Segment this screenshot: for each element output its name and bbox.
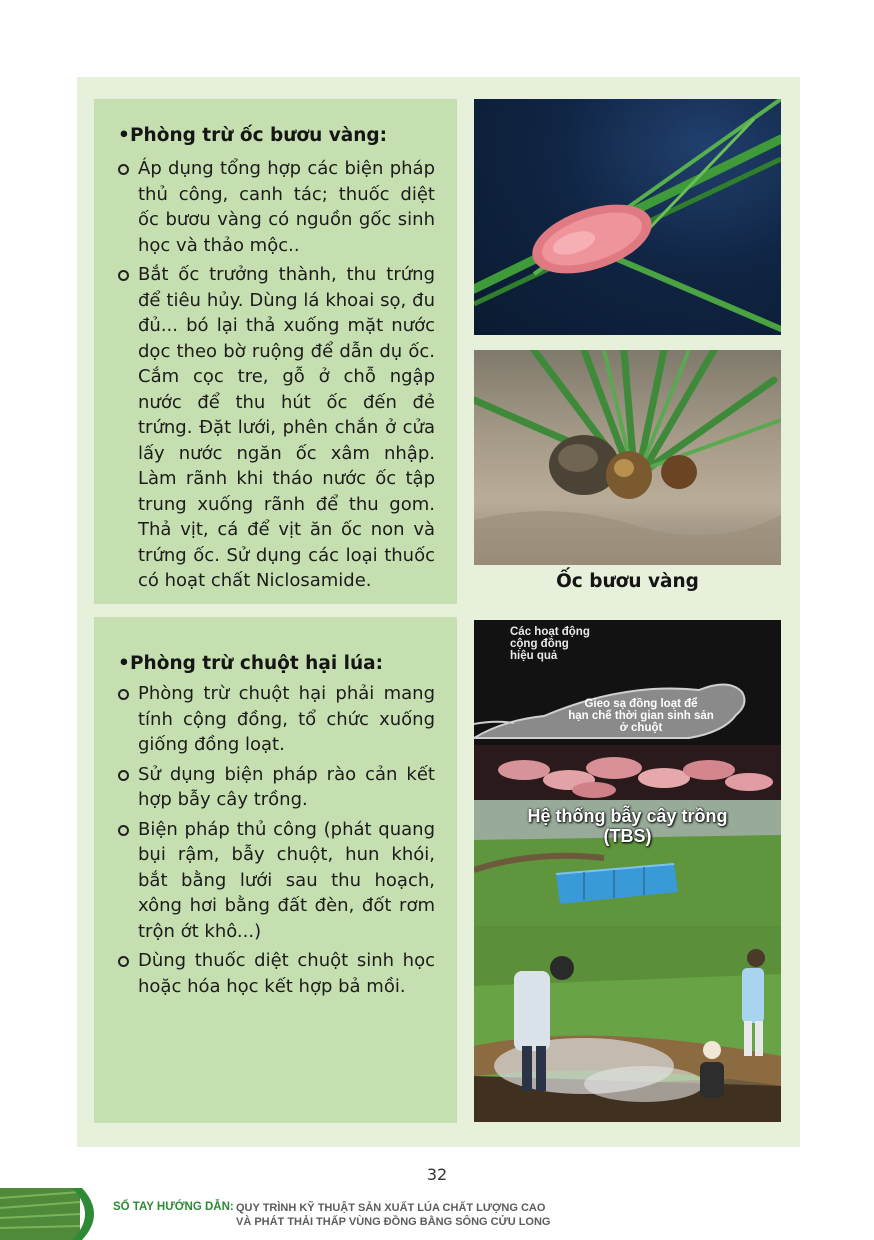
bullet-ring-icon	[118, 164, 129, 175]
rat-photo-label-line: ở chuột	[619, 722, 663, 734]
rat-control-box	[94, 617, 457, 1123]
bullet-ring-icon	[118, 956, 129, 967]
rat-photo-title-line: cộng đồng	[510, 638, 569, 650]
rat-photo-label	[536, 698, 746, 734]
rat-photo-title-line: Các hoạt động	[510, 626, 590, 638]
bullet-ring-icon	[118, 689, 129, 700]
bullet-ring-icon	[118, 825, 129, 836]
bullet-ring-icon	[118, 270, 129, 281]
rat-photo-title	[510, 626, 590, 662]
list-item-text: Phòng trừ chuột hại phải mang tính cộng đồng, tổ chức xuống giống đồng loạt.	[138, 683, 435, 755]
list-item	[118, 762, 435, 813]
list-item	[118, 681, 435, 758]
list-item-text: Bắt ốc trưởng thành, thu trứng để tiêu hủy. Dùng lá khoai sọ, đu đủ... bó lại thả xuống mặt nước dọc theo bờ ruộng để dẫn dụ ốc. Cắm cọc tre, gỗ ở chỗ ngập nước để thu hút ốc đến đẻ trứng. Đặt lưới, phên chắn ở cửa lấy nước ngăn ốc xâm nhập. Làm rãnh khi tháo nước ốc tập trung xuống rãnh để thu gom. Thả vịt, cá để vịt ăn ốc non và trứng ốc. Sử dụng các loại thuốc có hoạt chất Niclosamide.	[138, 264, 435, 591]
snail-photo-caption: Ốc bươu vàng	[556, 571, 699, 592]
list-item	[118, 948, 435, 999]
footer-title-line: VÀ PHÁT THẢI THẤP VÙNG ĐỒNG BẰNG SÔNG CỬU LONG	[236, 1216, 551, 1228]
snail-eggs-photo	[474, 99, 781, 335]
rat-photo-label-line: hạn chế thời gian sinh sản	[568, 710, 714, 722]
footer-title-line: QUY TRÌNH KỸ THUẬT SẢN XUẤT LÚA CHẤT LƯỢNG CAO	[236, 1202, 546, 1214]
fumigation-field-photo	[474, 926, 781, 1122]
tbs-photo-title-line: Hệ thống bẫy cây trồng	[527, 806, 728, 826]
rat-control-heading	[118, 652, 383, 676]
footer-title	[236, 1201, 551, 1229]
snail-control-heading	[118, 124, 387, 148]
list-item	[118, 156, 435, 258]
tbs-photo-title-line: (TBS)	[603, 826, 652, 846]
fumigation-illustration	[474, 926, 781, 1122]
list-item-text: Sử dụng biện pháp rào cản kết hợp bẫy cây trồng.	[138, 763, 435, 810]
rat-photo-title-line: hiệu quả	[510, 650, 558, 662]
golden-snails-photo	[474, 350, 781, 565]
rat-control-list	[118, 681, 435, 1003]
golden-snails-illustration	[474, 350, 781, 565]
rat-photo-label-line: Gieo sạ đồng loạt để	[584, 698, 698, 710]
list-item	[118, 262, 435, 594]
bullet-ring-icon	[118, 770, 129, 781]
snail-control-list	[118, 156, 435, 598]
rice-field-strip-icon	[0, 1188, 97, 1240]
list-item-text: Áp dụng tổng hợp các biện pháp thủ công, canh tác; thuốc diệt ốc bươu vàng có nguồn gốc sinh học và thảo mộc..	[138, 158, 435, 256]
page-number: 32	[426, 1165, 448, 1184]
list-item-text: Biện pháp thủ công (phát quang bụi rậm, bẫy chuột, hun khói, bắt bằng lưới sau thu hoạch, xông hơi bằng đất đèn, đốt rơm trộn ớt khô...)	[138, 818, 435, 942]
list-item	[118, 817, 435, 945]
tbs-photo-title	[474, 806, 781, 846]
snail-heading-text: Phòng trừ ốc bươu vàng:	[130, 125, 388, 146]
rat-community-photo	[474, 620, 781, 800]
rat-heading-text: Phòng trừ chuột hại lúa:	[130, 653, 384, 674]
snail-control-box	[94, 99, 457, 604]
list-item-text: Dùng thuốc diệt chuột sinh học hoặc hóa học kết hợp bả mồi.	[138, 950, 435, 997]
snail-eggs-illustration	[474, 99, 781, 335]
footer-label: SỔ TAY HƯỚNG DẪN:	[113, 1201, 234, 1213]
trap-barrier-photo	[474, 800, 781, 926]
bullet-dot: •	[118, 653, 130, 674]
bullet-dot: •	[118, 125, 130, 146]
